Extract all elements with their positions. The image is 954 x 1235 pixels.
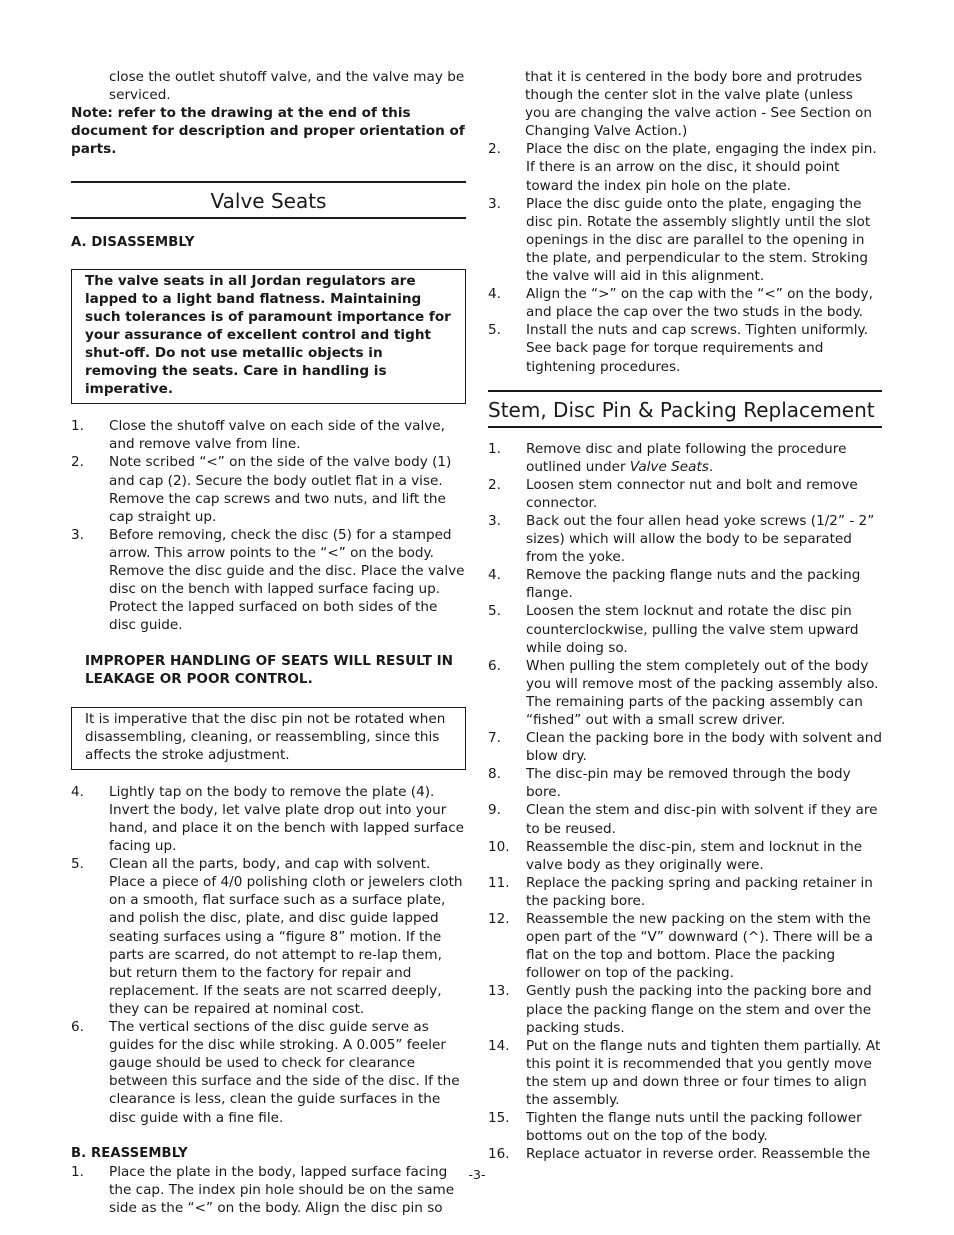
list-item: 6. When pulling the stem completely out of the body you will remove most of the packing assembly also. The remaining parts of the packing assembly can “fished” out with a small screw driver.: [488, 657, 879, 728]
list-item: 1. Place the plate in the body, lapped surface facing the cap. The index pin hole should be on the same side as the “<” on the body. Align the disc pin so: [71, 1163, 455, 1216]
continuation-text: close the outlet shutoff valve, and the valve may be serviced.: [109, 69, 465, 104]
list-item: 5. Install the nuts and cap screws. Tighten uniformly. See back page for torque requirements and tightening procedures.: [488, 322, 868, 375]
list-item: 7. Clean the packing bore in the body with solvent and blow dry.: [488, 730, 882, 765]
disassembly-heading: A. DISASSEMBLY: [71, 235, 195, 251]
list-item: 15. Tighten the flange nuts until the packing follower bottoms out on the top of the body.: [488, 1110, 862, 1145]
page-number: -3-: [468, 1167, 486, 1182]
list-item: 2. Loosen stem connector nut and bolt and remove connector.: [488, 476, 858, 511]
list-item: 14. Put on the flange nuts and tighten them partially. At this point it is recommended that you gently move the stem up and down three or four times to align the assembly.: [488, 1037, 881, 1108]
list-item: 4. Align the “>” on the cap with the “<” on the body, and place the cap over the two studs in the body.: [488, 286, 873, 321]
reassembly-steps-right: [488, 140, 882, 375]
list-item: 3. Back out the four allen head yoke screws (1/2” - 2” sizes) which will allow the body to be separated from the yoke.: [488, 512, 875, 566]
disassembly-steps-a: [71, 417, 466, 634]
list-item: 13. Gently push the packing into the packing bore and place the packing flange on the stem and over the packing studs.: [488, 983, 872, 1036]
list-item: 2. Note scribed “<” on the side of the valve body (1) and cap (2). Secure the body outlet flat in a vise. Remove the cap screws and two nuts, and lift the cap straight up.: [71, 454, 452, 525]
list-item: 3. Place the disc guide onto the plate, engaging the disc pin. Rotate the assembly slightly until the slot openings in the disc are parallel to the opening in the plate, and perpendicular to the stem. Stroking the valve will aid in this alignment.: [488, 195, 871, 285]
list-item: 9. Clean the stem and disc-pin with solvent if they are to be reused.: [488, 802, 878, 837]
left-column: [71, 68, 466, 1217]
list-item: 1. Close the shutoff valve on each side of the valve, and remove valve from line.: [71, 418, 445, 453]
reassembly-heading: B. REASSEMBLY: [71, 1145, 188, 1161]
list-item: 1. Remove disc and plate following the procedure outlined under Valve Seats.: [488, 440, 847, 475]
list-item: 10. Reassemble the disc-pin, stem and locknut in the valve body as they originally were.: [488, 838, 863, 873]
continuation-text: that it is centered in the body bore and protrudes though the center slot in the valve plate (unless you are changing the valve action - See Section on Changing Valve Action.): [525, 69, 872, 140]
list-item: 8. The disc-pin may be removed through the body bore.: [488, 766, 851, 801]
improper-handling-warning: IMPROPER HANDLING OF SEATS WILL RESULT IN LEAKAGE OR POOR CONTROL.: [85, 653, 454, 688]
stem-steps: [488, 440, 882, 1164]
list-item: 3. Before removing, check the disc (5) for a stamped arrow. This arrow points to the “<” on the body. Remove the disc guide and the disc. Place the valve disc on the bench with lapped surface facing up. Protect the lapped surfaced on both sides of the disc guide.: [71, 526, 465, 634]
disc-pin-box: It is imperative that the disc pin not be rotated when disassembling, cleaning, or reassembling, since this affects the stroke adjustment.: [71, 707, 466, 770]
list-item: 5. Clean all the parts, body, and cap with solvent. Place a piece of 4/0 polishing cloth or jewelers cloth on a smooth, flat surface such as a surface plate, and polish the disc, plate, and disc guide lapped seating surfaces using a “figure 8” motion. If the parts are scarred, do not attempt to re-lap them, but return them to the factory for repair and replacement. If the seats are not scarred deeply, they can be repaired at nominal cost.: [71, 856, 463, 1017]
list-item: 4. Remove the packing flange nuts and the packing flange.: [488, 567, 861, 602]
list-item: 16. Replace actuator in reverse order. Reassemble the: [488, 1146, 871, 1163]
drawing-note: Note: refer to the drawing at the end of this document for description and proper orientation of parts.: [71, 105, 465, 158]
disassembly-steps-b: [71, 783, 466, 1127]
right-column: [488, 68, 882, 1163]
lapped-seats-caution-box: The valve seats in all Jordan regulators are lapped to a light band flatness. Maintaining such tolerances is of paramount importance for your assurance of excellent control and tight shut-off. Do not use metallic objects in removing the seats. Care in handling is imperative.: [71, 269, 466, 405]
valve-seats-heading: Valve Seats: [71, 181, 466, 219]
list-item: 11. Replace the packing spring and packing retainer in the packing bore.: [488, 874, 873, 909]
list-item: 6. The vertical sections of the disc guide serve as guides for the disc while stroking. A 0.005” feeler gauge should be used to check for clearance between this surface and the side of the disc. If the clearance is less, clean the guide surfaces in the disc guide with a fine file.: [71, 1019, 460, 1126]
list-item: 12. Reassemble the new packing on the stem with the open part of the “V” downward (^). There will be a flat on the top and bottom. Place the packing follower on top of the packing.: [488, 911, 873, 982]
list-item: 4. Lightly tap on the body to remove the plate (4). Invert the body, let valve plate drop out into your hand, and place it on the bench with lapped surface facing up.: [71, 783, 465, 855]
stem-disc-pin-packing-heading: Stem, Disc Pin & Packing Replacement: [488, 390, 882, 428]
list-item: 2. Place the disc on the plate, engaging the index pin. If there is an arrow on the disc, it should point toward the index pin hole on the plate.: [488, 141, 877, 194]
list-item: 5. Loosen the stem locknut and rotate the disc pin counterclockwise, pulling the valve stem upward while doing so.: [488, 603, 859, 656]
